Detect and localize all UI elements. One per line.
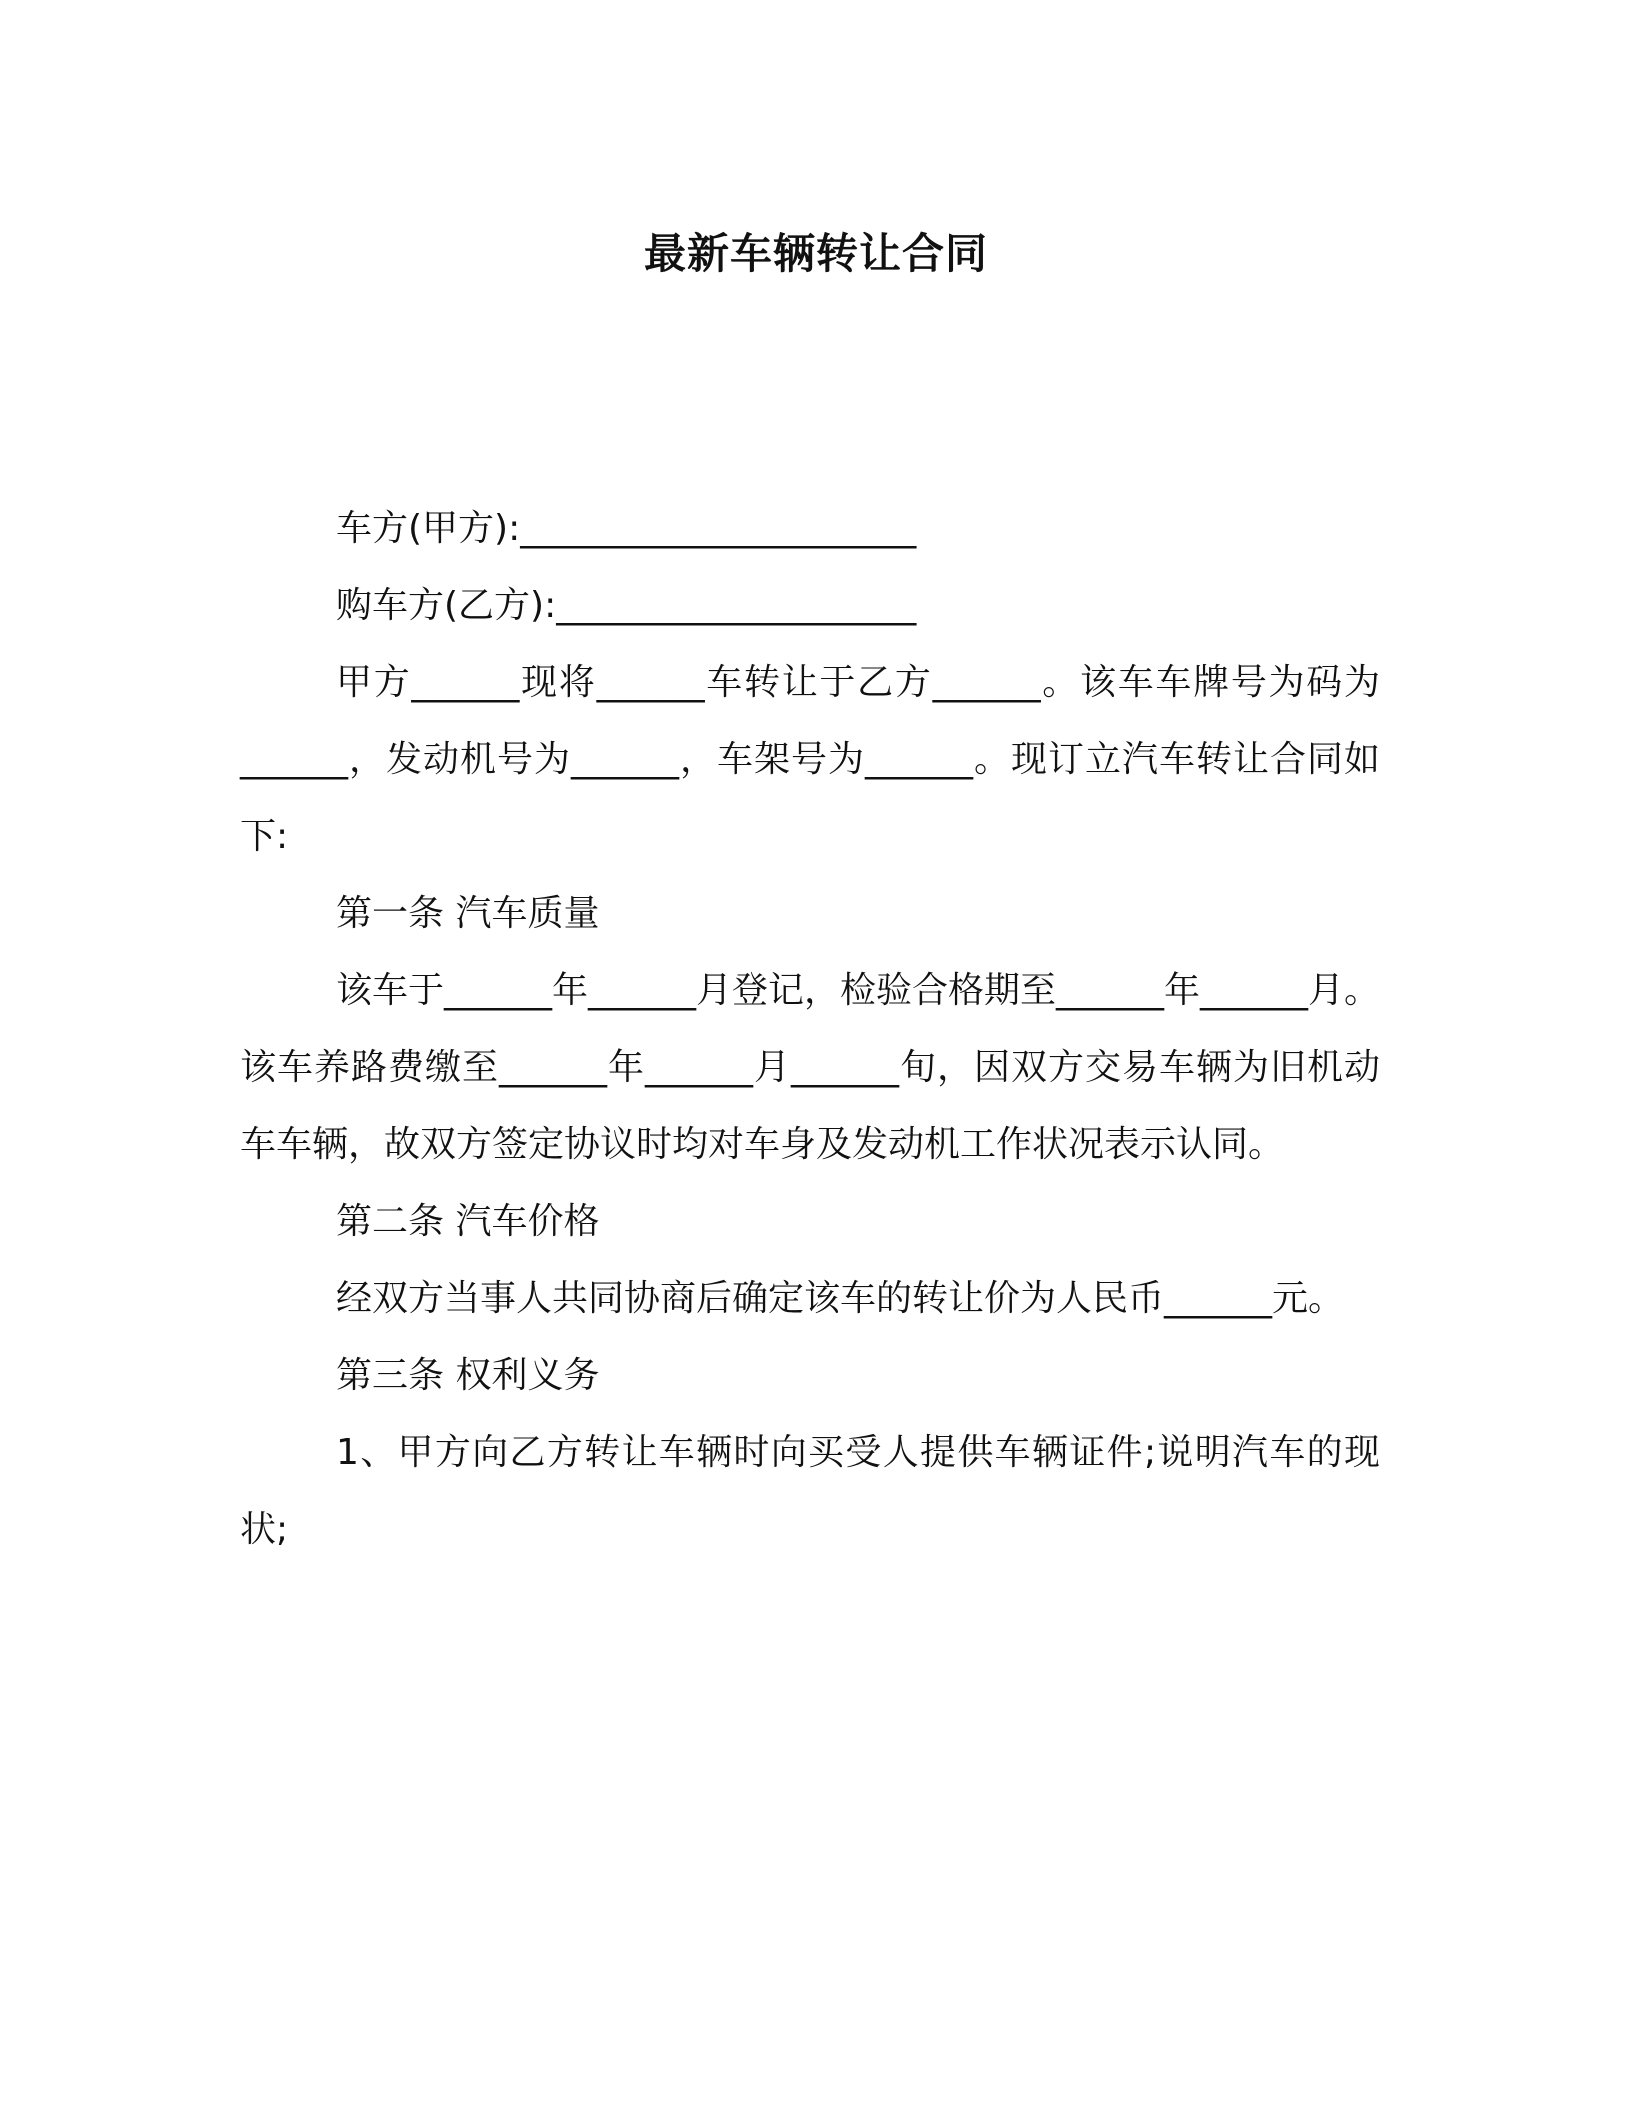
buyer-line: 购车方(乙方):____________________ [336, 585, 917, 626]
article-1-heading: 第一条 汽车质量 [336, 893, 600, 934]
article-1-paragraph: 该车于______年______月登记，检验合格期至______年______月。该车养路费缴至______年______月______旬，因双方交易车辆为旧机动车车辆，故双方签定协议时均对车身及发动机工作状况表示认同。 [240, 970, 1381, 1165]
article-2-heading: 第二条 汽车价格 [336, 1201, 600, 1242]
article-2-paragraph: 经双方当事人共同协商后确定该车的转让价为人民币______元。 [336, 1278, 1345, 1319]
article-3-item-1: 1、甲方向乙方转让车辆时向买受人提供车辆证件;说明汽车的现状; [240, 1432, 1380, 1550]
intro-paragraph: 甲方______现将______车转让于乙方______。该车车牌号为码为______，发动机号为______，车架号为______。现订立汽车转让合同如下: [240, 662, 1380, 857]
seller-line: 车方(甲方):______________________ [336, 508, 917, 549]
document-body [240, 490, 1380, 1568]
document-title: 最新车辆转让合同 [643, 229, 988, 278]
article-3-heading: 第三条 权利义务 [336, 1355, 600, 1396]
